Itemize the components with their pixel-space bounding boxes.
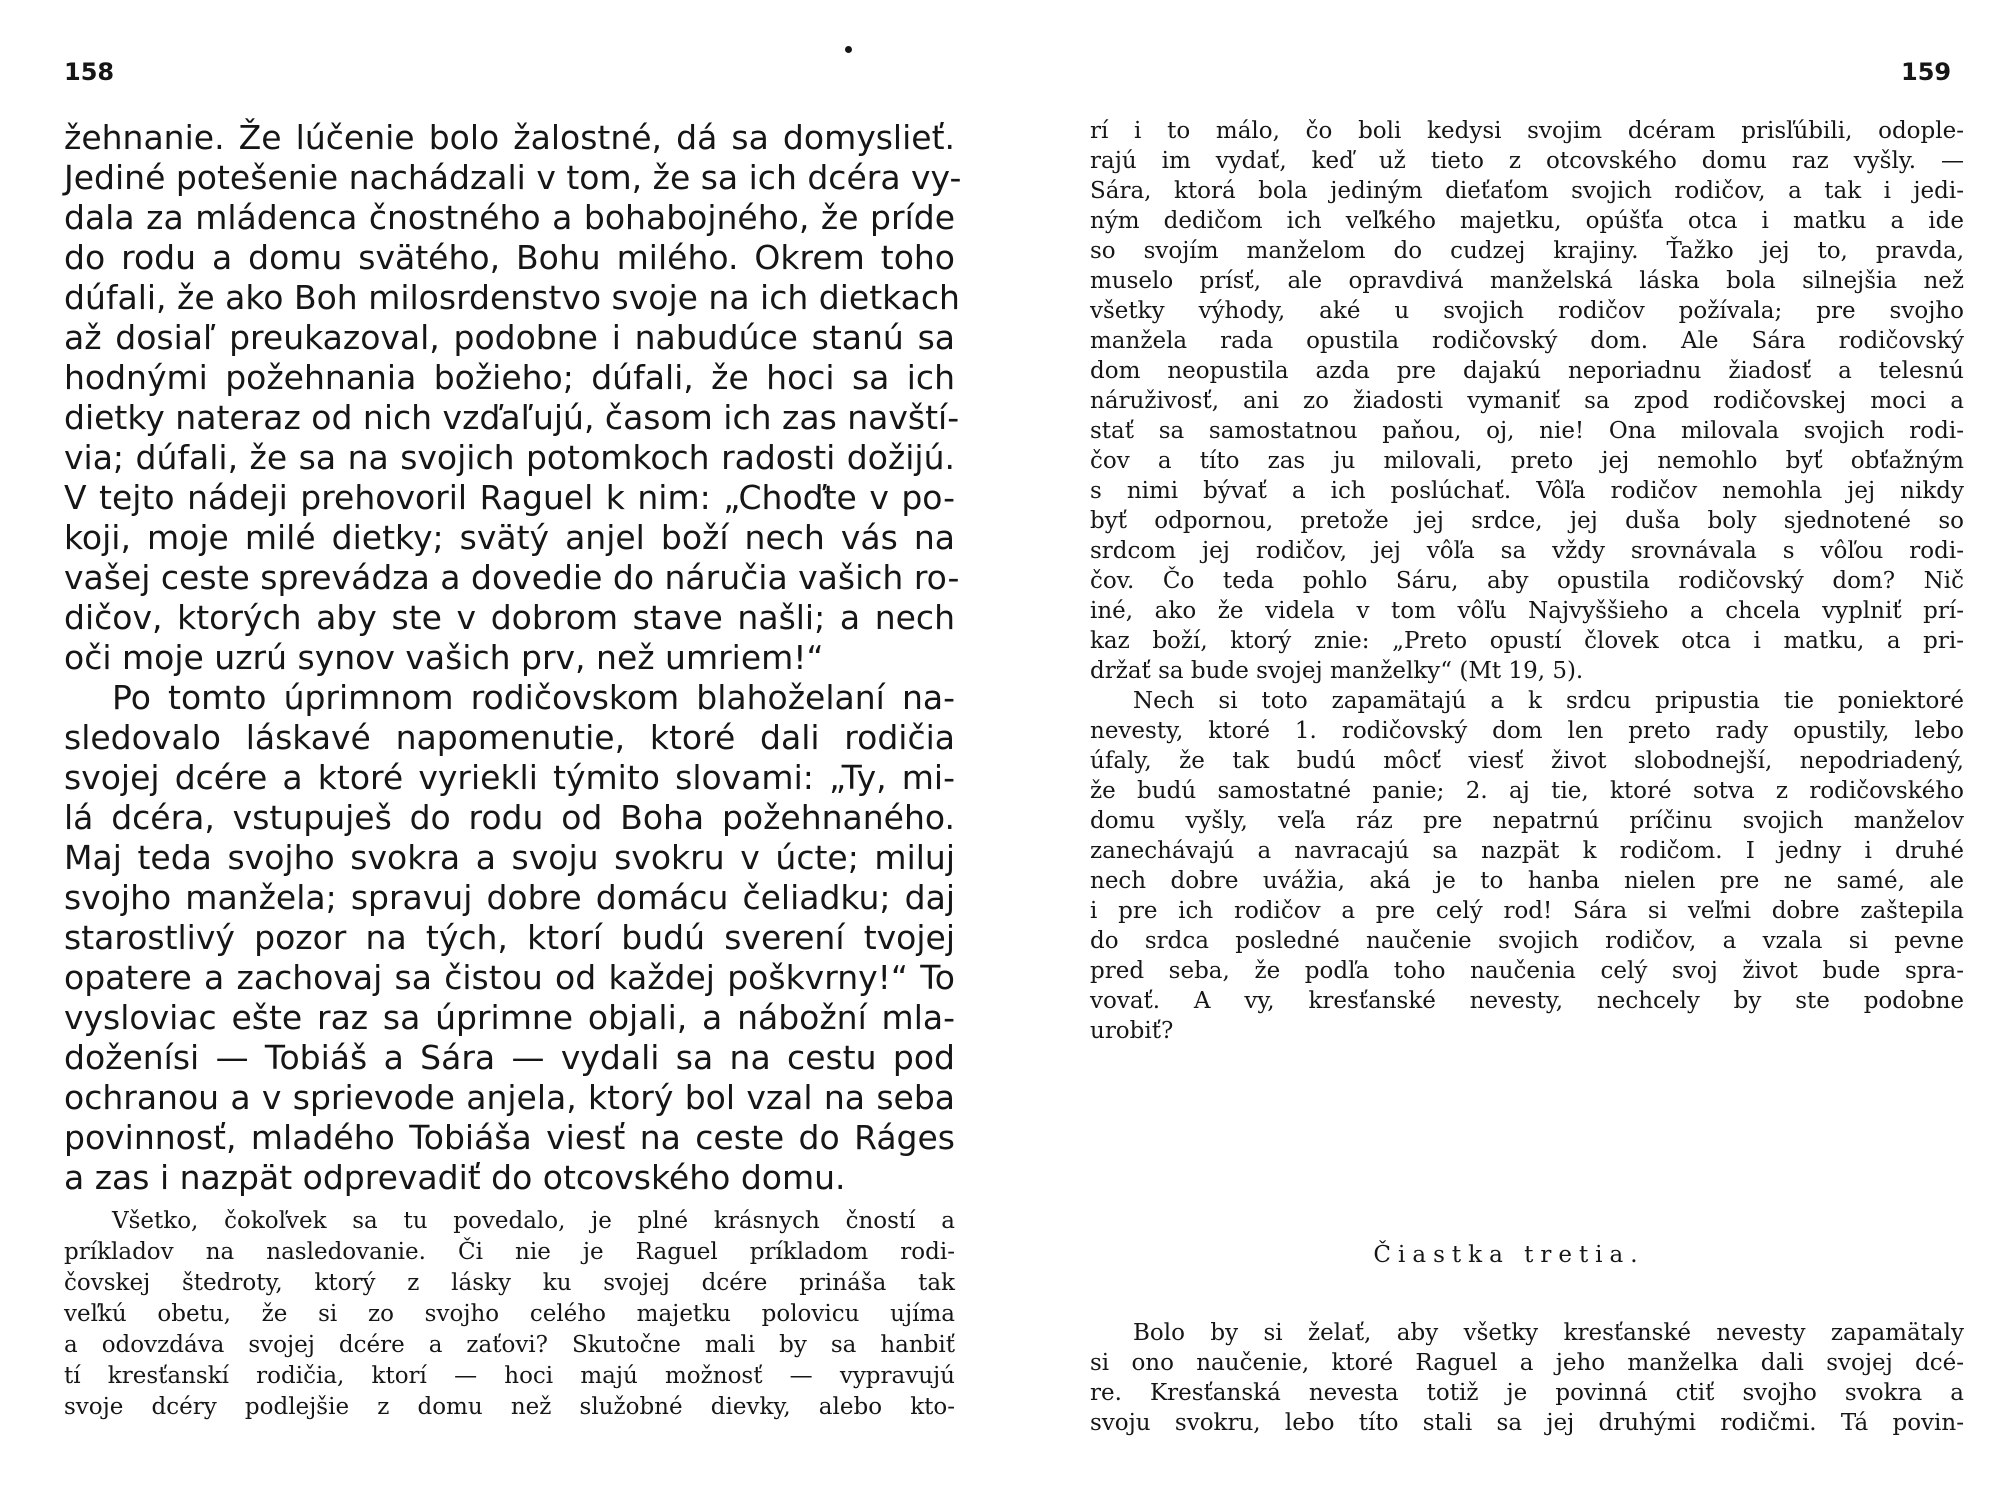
text-line: stať sa samostatnou paňou, oj, nie! Ona milovala svojich rodi- (1090, 418, 1964, 444)
text-line: Všetko, čokoľvek sa tu povedalo, je plné krásnych čností a (112, 1208, 955, 1234)
text-line: iné, ako že videla v tom vôľu Najvyššieho a chcela vyplniť prí- (1090, 598, 1964, 624)
text-line: príkladov na nasledovanie. Či nie je Raguel príkladom rodi- (64, 1239, 955, 1265)
text-line: žehnanie. Že lúčenie bolo žalostné, dá sa domyslieť. (64, 118, 955, 157)
text-line: so svojím manželom do cudzej krajiny. Ťažko jej to, pravda, (1090, 238, 1964, 264)
text-line: oči moje uzrú synov vašich prv, než umriem!“ (64, 638, 824, 677)
text-line: i pre ich rodičov a pre celý rod! Sára si veľmi dobre zaštepila (1090, 898, 1964, 924)
text-line: svoje dcéry podlejšie z domu než služobné dievky, alebo kto- (64, 1394, 955, 1420)
text-line: Bolo by si želať, aby všetky kresťanské nevesty zapamätaly (1133, 1320, 1964, 1346)
text-line: manžela rada opustila rodičovský dom. Ale Sára rodičovský (1090, 328, 1964, 354)
text-line: všetky výhody, aké u svojich rodičov požívala; pre svojho (1090, 298, 1964, 324)
text-line: čovskej štedroty, ktorý z lásky ku svojej dcére prináša tak (64, 1270, 955, 1296)
text-line: Maj teda svojho svokra a svoju svokru v úcte; miluj (64, 838, 955, 877)
text-line: lá dcéra, vstupuješ do rodu od Boha požehnaného. (64, 798, 955, 837)
section-heading: Čiastka tretia. (1373, 1242, 1645, 1268)
text-line: dietky nateraz od nich vzďaľujú, časom ich zas navští- (64, 398, 960, 437)
text-line: kaz boží, ktorý znie: „Preto opustí človek otca i matku, a pri- (1090, 628, 1964, 654)
text-line: čov. Čo teda pohlo Sáru, aby opustila rodičovský dom? Nič (1090, 568, 1964, 594)
text-line: svoju svokru, lebo títo stali sa jej druhými rodičmi. Tá povin- (1090, 1410, 1964, 1436)
text-line: vovať. A vy, kresťanské nevesty, nechcely by ste podobne (1090, 988, 1964, 1014)
text-line: držať sa bude svojej manželky“ (Mt 19, 5). (1090, 658, 1584, 684)
text-line: zanechávajú a navracajú sa nazpät k rodičom. I jedny i druhé (1090, 838, 1964, 864)
print-dot (845, 46, 852, 53)
text-line: rajú im vydať, keď už tieto z otcovského domu raz vyšly. — (1090, 148, 1964, 174)
text-line: sledovalo láskavé napomenutie, ktoré dali rodičia (64, 718, 955, 757)
text-line: Nech si toto zapamätajú a k srdcu pripustia tie poniektoré (1133, 688, 1964, 714)
text-line: opatere a zachovaj sa čistou od každej poškvrny!“ To (64, 958, 955, 997)
text-line: dičov, ktorých aby ste v dobrom stave našli; a nech (64, 598, 955, 637)
text-line: Po tomto úprimnom rodičovskom blahoželaní na- (112, 678, 955, 717)
text-line: via; dúfali, že sa na svojich potomkoch radosti dožijú. (64, 438, 955, 477)
text-line: svojho manžela; spravuj dobre domácu čeliadku; daj (64, 878, 955, 917)
text-line: tí kresťanskí rodičia, ktorí — hoci majú možnosť — vypravujú (64, 1363, 955, 1389)
text-line: ochranou a v sprievode anjela, ktorý bol vzal na seba (64, 1078, 955, 1117)
text-line: do srdca posledné naučenie svojich rodičov, a vzala si pevne (1090, 928, 1964, 954)
text-line: a zas i nazpät odprevadiť do otcovského domu. (64, 1158, 846, 1197)
text-line: nevesty, ktoré 1. rodičovský dom len preto rady opustily, lebo (1090, 718, 1964, 744)
text-line: vašej ceste sprevádza a dovedie do náručia vašich ro- (64, 558, 960, 597)
text-line: hodnými požehnania božieho; dúfali, že hoci sa ich (64, 358, 955, 397)
page-number-right: 159 (1901, 58, 1952, 86)
text-line: až dosiaľ preukazoval, podobne i nabudúce stanú sa (64, 318, 955, 357)
text-line: doženísi — Tobiáš a Sára — vydali sa na cestu pod (64, 1038, 955, 1077)
text-line: ným dedičom ich veľkého majetku, opúšťa otca i matku a ide (1090, 208, 1964, 234)
text-line: domu vyšly, veľa ráz pre nepatrnú príčinu svojich manželov (1090, 808, 1964, 834)
text-line: urobiť? (1090, 1018, 1174, 1044)
text-line: pred seba, že podľa toho naučenia celý svoj život bude spra- (1090, 958, 1964, 984)
text-line: čov a títo zas ju milovali, preto jej nemohlo byť obťažným (1090, 448, 1964, 474)
text-line: úfaly, že tak budú môcť viesť život slobodnejší, nepodriadený, (1090, 748, 1964, 774)
text-line: Jediné potešenie nachádzali v tom, že sa ich dcéra vy- (64, 158, 962, 197)
text-line: náruživosť, ani zo žiadosti vymaniť sa zpod rodičovskej moci a (1090, 388, 1964, 414)
text-line: re. Kresťanská nevesta totiž je povinná ctiť svojho svokra a (1090, 1380, 1964, 1406)
text-line: si ono naučenie, ktoré Raguel a jeho manželka dali svojej dcé- (1090, 1350, 1964, 1376)
text-line: svojej dcére a ktoré vyriekli týmito slovami: „Ty, mi- (64, 758, 955, 797)
text-line: dúfali, že ako Boh milosrdenstvo svoje na ich dietkach (64, 278, 960, 317)
page-number-left: 158 (64, 58, 115, 86)
text-line: Sára, ktorá bola jediným dieťaťom svojich rodičov, a tak i jedi- (1090, 178, 1964, 204)
text-line: povinnosť, mladého Tobiáša viesť na ceste do Ráges (64, 1118, 955, 1157)
text-line: že budú samostatné panie; 2. aj tie, ktoré sotva z rodičovského (1090, 778, 1964, 804)
text-line: starostlivý pozor na tých, ktorí budú sverení tvojej (64, 918, 955, 957)
text-line: srdcom jej rodičov, jej vôľa sa vždy srovnávala s vôľou rodi- (1090, 538, 1964, 564)
text-line: s nimi bývať a ich poslúchať. Vôľa rodičov nemohla jej nikdy (1090, 478, 1964, 504)
text-line: dala za mládenca čnostného a bohabojného, že príde (64, 198, 955, 237)
text-line: byť odpornou, pretože jej srdce, jej duša boly sjednotené so (1090, 508, 1964, 534)
text-line: vysloviac ešte raz sa úprimne objali, a nábožní mla- (64, 998, 955, 1037)
text-line: rí i to málo, čo boli kedysi svojim dcéram prisľúbili, odople- (1090, 118, 1964, 144)
text-line: muselo prísť, ale opravdivá manželská láska bola silnejšia než (1090, 268, 1964, 294)
text-line: V tejto nádeji prehovoril Raguel k nim: „Choďte v po- (64, 478, 955, 517)
text-line: veľkú obetu, že si zo svojho celého majetku polovicu ujíma (64, 1301, 955, 1327)
text-line: dom neopustila azda pre dajakú neporiadnu žiadosť a telesnú (1090, 358, 1964, 384)
text-line: a odovzdáva svojej dcére a zaťovi? Skutočne mali by sa hanbiť (64, 1332, 955, 1358)
text-line: do rodu a domu svätého, Bohu milého. Okrem toho (64, 238, 955, 277)
text-line: koji, moje milé dietky; svätý anjel boží nech vás na (64, 518, 955, 557)
text-line: nech dobre uvážia, aká je to hanba nielen pre ne samé, ale (1090, 868, 1964, 894)
